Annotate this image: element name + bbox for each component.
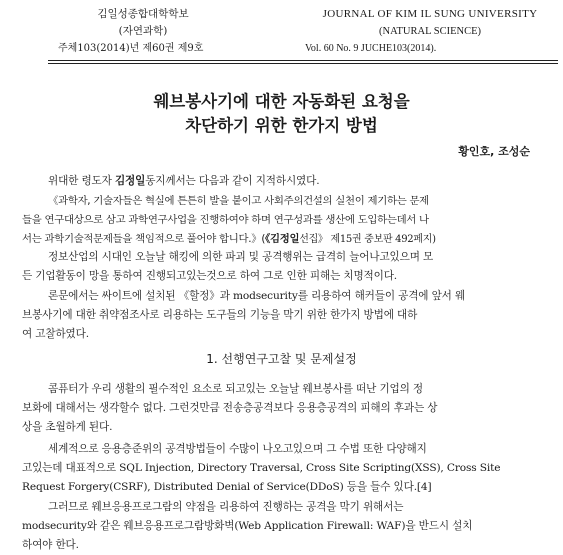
paper-title-line-2: 차단하기 위한 한가지 방법 bbox=[185, 116, 378, 135]
paper-title-line-1: 웨브봉사기에 대한 자동화된 요청을 bbox=[153, 92, 410, 111]
journal-header-korean bbox=[58, 6, 228, 57]
journal-section: (자연과학) bbox=[118, 25, 168, 37]
quote-block: 《과학자, 기술자들은 혁실에 튼튼히 발을 붙이고 사회주의건설의 실천이 제기하는 문제 들을 연구대상으로 삼고 과학연구사업을 진행하여야 하며 연구성과를 생산에 도입하는데서 나 서는 과학기술적문제들을 책임적으로 풀어야 합니다.》(《김정일선집》 제15권 중보판 492페지) bbox=[22, 195, 436, 245]
paragraph-attacks: 세계적으로 응용층준위의 공격방법들이 수많이 나오고있으며 그 수법 또한 다양해지 고있는데 대표적으로 SQL Injection, Directory Traversal, Cross Site Scripting(XSS), Cross Site Request Forgery(CSRF), Distributed Denial of Service(DDoS) 등을 들수 있다.[4] bbox=[22, 443, 501, 493]
header-rule-top bbox=[48, 60, 558, 61]
university-name: 김일성종합대학학보 bbox=[97, 8, 189, 20]
issue-info-korean: 주체103(2014)년 제60권 제9호 bbox=[58, 43, 204, 54]
authors: 황인호, 조성순 bbox=[458, 145, 530, 158]
journal-section-english: (NATURAL SCIENCE) bbox=[379, 26, 481, 37]
issue-info-english: Vol. 60 No. 9 JUCHE103(2014). bbox=[305, 43, 437, 54]
paragraph-purpose: 론문에서는 싸이트에 설치된 《할정》과 modsecurity를 리용하여 해커들이 공격에 앞서 웨 브봉사기에 대한 취약점조사로 리용하는 도구들의 기능을 막기 위한 한가지 방법에 대하 여 고찰하였다. bbox=[22, 290, 466, 340]
quote-intro: 위대한 령도자 김정일동지께서는 다음과 같이 지적하시였다. bbox=[48, 175, 320, 187]
paragraph-waf: 그러므로 웨브응용프로그람의 약점을 리용하여 진행하는 공격을 막기 위해서는 modsecurity와 같은 웨브응용프로그람방화벽(Web Application Firewall: WAF)을 반드시 설치 하여야 한다. bbox=[22, 501, 473, 551]
leader-name: 김정일 bbox=[114, 175, 146, 187]
section-heading: 1. 선행연구고찰 및 문제설정 bbox=[206, 352, 357, 366]
journal-header-english bbox=[305, 6, 555, 57]
header-rule-bottom bbox=[48, 63, 558, 64]
paragraph-background: 콤퓨터가 우리 생활의 필수적인 요소로 되고있는 오늘날 웨브봉사를 떠난 기업의 정 보화에 대해서는 생각할수 없다. 그런것만큼 전송층공격보다 응용층공격의 피해의 후과는 상 상을 초월하게 된다. bbox=[22, 383, 438, 433]
paragraph-intro: 정보산업의 시대인 오늘날 해킹에 의한 파괴 및 공격행위는 급격히 늘어나고있으며 모 든 기업활동이 망을 통하여 진행되고있는것으로 하여 그로 인한 피해는 치명적이다. bbox=[22, 251, 434, 282]
journal-name: JOURNAL OF KIM IL SUNG UNIVERSITY bbox=[322, 8, 538, 20]
